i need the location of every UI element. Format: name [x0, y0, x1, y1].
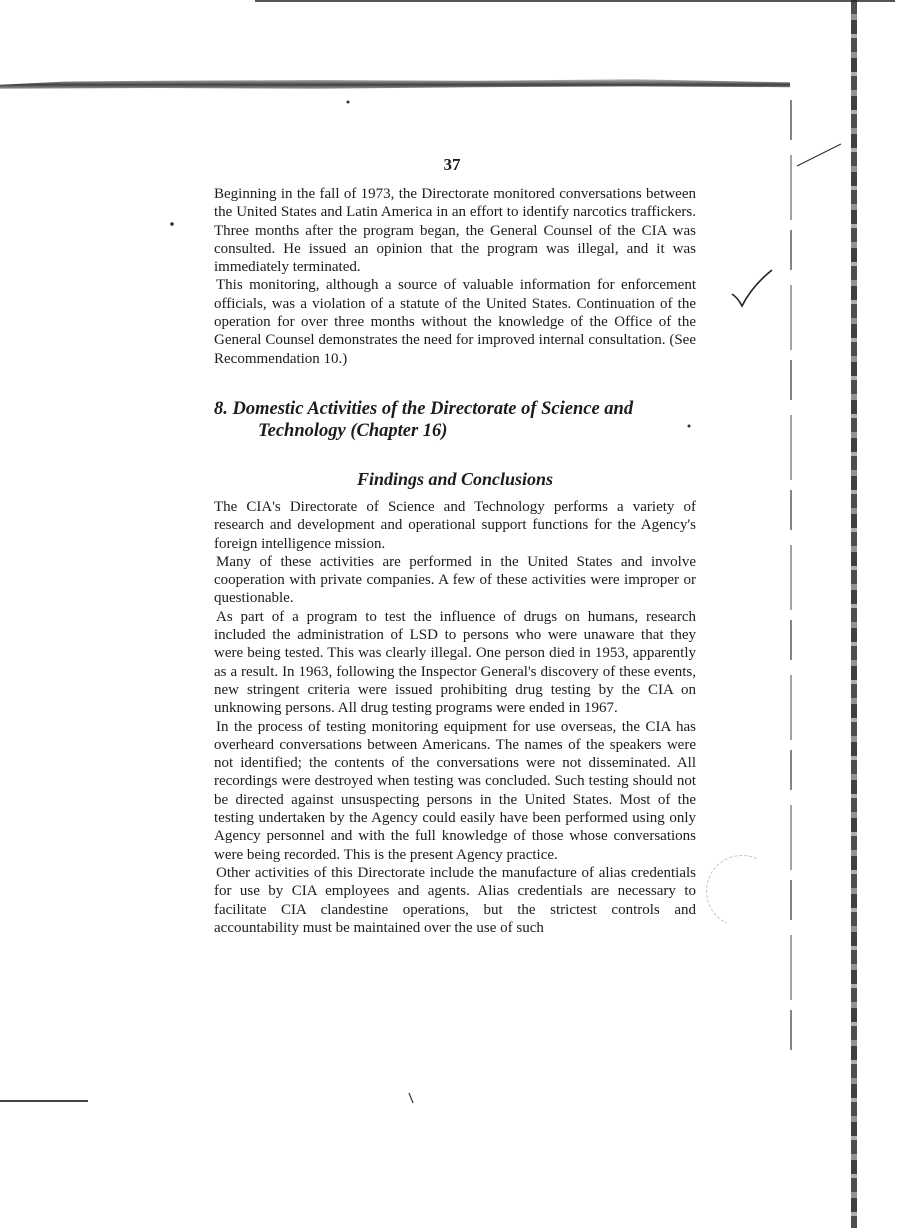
section-heading-line-1: 8. Domestic Activities of the Directorate of Science and [214, 399, 634, 419]
checkmark-icon [728, 268, 776, 312]
circular-stamp-icon [696, 845, 788, 937]
section-heading [214, 398, 704, 442]
scan-bottom-rule [0, 1100, 88, 1102]
dot-mark-icon [168, 220, 176, 228]
scan-top-rule [255, 0, 895, 2]
paragraph: The CIA's Directorate of Science and Technology performs a variety of research and development and operational support functions for the Agency's foreign intelligence mission. [214, 499, 696, 552]
dot-mark-icon [344, 98, 352, 106]
intro-section [214, 185, 696, 368]
scan-smudge [0, 76, 790, 92]
paragraph: Many of these activities are performed in the United States and involve cooperation with private companies. A few of these activities were improper or questionable. [214, 553, 696, 607]
sub-heading: Findings and Conclusions [356, 469, 554, 489]
margin-stroke-icon [795, 140, 845, 170]
paragraph: In the process of testing monitoring equipment for use overseas, the CIA has overheard conversations between Americans. The names of the speakers were not identified; the contents of the conversations were not disseminated. All recordings were destroyed when testing was concluded. Such testing should not be directed against unsuspecting persons in the United States. Most of the testing undertaken by the Agency could easily have been performed using only Agency personnel and with the full knowledge of those whose conversations were being recorded. This is the present Agency practice. [214, 718, 696, 863]
paragraph: This monitoring, although a source of valuable information for enforcement officials, was a violation of a statute of the United States. Continuation of the operation for over three months without the knowledge of the Office of the General Counsel demonstrates the need for improved internal consultation. (See Recommendation 10.) [214, 277, 696, 367]
scan-right-edge [851, 0, 857, 1228]
paragraph: As part of a program to test the influence of drugs on humans, research included the administration of LSD to persons who were unaware that they were being tested. This was clearly illegal. One person died in 1953, apparently as a result. In 1963, following the Inspector General's discovery of these events, new stringent criteria were issued prohibiting drug testing by the CIA on unknowing persons. All drug testing programs were ended in 1967. [214, 608, 696, 717]
tick-mark-icon [406, 1092, 416, 1104]
scan-margin-line [790, 100, 792, 1050]
paragraph: Other activities of this Directorate include the manufacture of alias credentials for use by CIA employees and agents. Alias credentials are necessary to facilitate CIA clandestine operations, but the strictest controls and accountability must be maintained over the use of such [214, 864, 696, 936]
findings-section [214, 498, 696, 937]
paragraph: Beginning in the fall of 1973, the Directorate monitored conversations between the United States and Latin America in an effort to identify narcotics traffickers. Three months after the program began, the General Counsel of the CIA was consulted. He issued an opinion that the program was illegal, and it was immediately terminated. [214, 186, 696, 276]
section-heading-line-2: Technology (Chapter 16) [258, 421, 448, 441]
page-number: 37 [443, 155, 461, 174]
